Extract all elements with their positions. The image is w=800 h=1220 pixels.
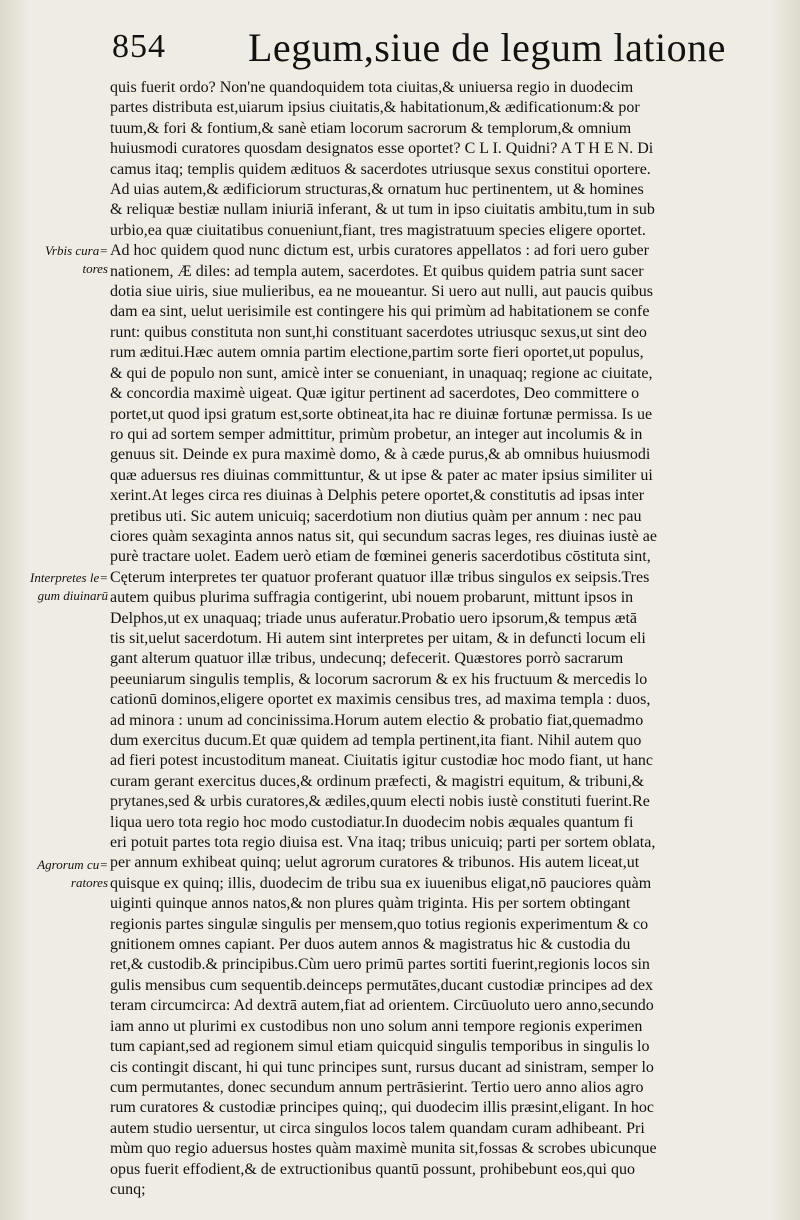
text-line: ciores quàm sexaginta annos natus sit, qui secundum sacras leges, res diuinas iustè ae — [110, 527, 657, 545]
text-line: cis contingit discant, hi qui tunc principes sunt, rursus ducant ad sinistram, semper lo — [110, 1058, 654, 1076]
text-line: camus itaq; templis quidem ædituos & sacerdotes utriusque sexus constitui oportere. — [110, 160, 651, 178]
text-line: dotia siue uiris, siue mulieribus, ea ne moueantur. Si uero aut nulli, aut paucis quibus — [110, 283, 654, 301]
text-line: rum æditui.Hæc autem omnia partim electione,partim sorte fieri oportet,ut populus, — [110, 344, 644, 362]
text-line: xerint.At leges circa res diuinas à Delphis petere oportet,& constitutis ad ipsas inter — [110, 487, 645, 505]
text-line: quisque ex quinq; illis, duodecim de tribu sua ex iuuenibus eligat,nō pauciores quàm — [110, 874, 652, 892]
text-line: regionis partes singulæ singulis per mensem,quo totius regionis experimentum & co — [110, 915, 649, 933]
text-line: liqua uero tota regio hoc modo custodiatur.In duodecim nobis æquales quantum fi — [110, 813, 634, 831]
text-line: cunq; — [110, 1180, 146, 1198]
text-line: Cęterum interpretes ter quatuor proferant quatuor illæ tribus singulos ex seipsis.Tres — [110, 568, 650, 586]
text-line: iam anno ut plurimi ex custodibus non uno solum anni tempore regionis experimen — [110, 1017, 643, 1035]
margin-note-interpretes: Interpretes le= gum diuinarū — [30, 570, 108, 603]
text-line: autem studio uersentur, ut circa singulos locos talem quandam curam adhibeant. Pri — [110, 1119, 645, 1137]
text-line: & reliquæ bestiæ nullam iniuriā inferant, & ut tum in ipso ciuitatis ambitu,tum in sub — [110, 201, 655, 219]
text-line: prytanes,sed & urbis curatores,& ædiles,quum electi nobis iustè constituti fuerint.Re — [110, 793, 650, 811]
text-line: genuus sit. Deinde ex pura maximè domo, & à cæde purus,& ab omnibus huiusmodi — [110, 446, 651, 464]
text-line: mùm quo regio aduersus hostes quàm maximè munita sit,fossas & scrobes ubicunque — [110, 1140, 657, 1158]
text-line: uiginti quinque annos natos,& non plures quàm triginta. His per sortem obtingant — [110, 895, 631, 913]
text-line: Delphos,ut ex unaquaq; triade unus auferatur.Probatio uero ipsorum,& tempus ætā — [110, 609, 637, 627]
text-line: gant alterum quatuor illæ tribus, undecunq; defecerit. Quæstores porrò sacrarum — [110, 650, 624, 668]
text-line: opus fuerit effodient,& de extructionibus quantū possunt, prohibebunt eos,qui quo — [110, 1160, 635, 1178]
margin-notes — [0, 0, 106, 1220]
page-header — [0, 25, 800, 78]
text-line: runt: quibus constituta non sunt,hi constituant sacerdotes utriusquc sexus,ut sint deo — [110, 323, 647, 341]
text-line: gnitionem omnes capiant. Per duos autem annos & magistratus hic & custodia du — [110, 936, 631, 954]
text-line: quis fuerit ordo? Non'ne quandoquidem tota ciuitas,& uniuersa regio in duodecim — [110, 79, 634, 96]
text-line: partes distributa est,uiarum ipsius ciuitatis,& habitationum,& ædificationum:& por — [110, 99, 640, 117]
text-line: Ad hoc quidem quod nunc dictum est, urbis curatores appellatos : ad fori uero guber — [110, 242, 649, 260]
text-line: urbio,ea quæ ciuitatibus conueniunt,fiant, tres magistratuum species eligere oportet. — [110, 221, 646, 239]
text-line: ad minora : unum ad concinissima.Horum autem electio & probatio fiat,quemadmo — [110, 711, 644, 729]
text-line: peeuniarum singulis templis, & locorum sacrorum & ex his fructuum & mercedis lo — [110, 670, 648, 688]
text-line: tuum,& fori & fontium,& sanè etiam locorum sacrorum & templorum,& omnium — [110, 119, 632, 137]
running-head: Legum,siue de legum latione — [248, 25, 726, 70]
text-line: dam ea sint, uelut uerisimile est contingere his qui primùm ad habitationem se confe — [110, 303, 650, 321]
text-line: eri potuit partes tota regio diuisa est. Vna itaq; tribus unicuiq; parti per sortem oblata, — [110, 834, 656, 852]
text-line: ro qui ad sortem semper admittitur, primùm probetur, an integer aut incolumis & in — [110, 425, 643, 443]
text-line: dum exercitus ducum.Et quæ quidem ad templa pertinent,ita fiant. Nihil autem quo — [110, 732, 642, 749]
text-line: rum curatores & custodiæ principes quinq;, qui duodecim illis præsint,eligant. In hoc — [110, 1099, 654, 1117]
text-line: purè tractare uolet. Eadem uerò etiam de fœminei generis sacerdotibus cōstituta sint, — [110, 548, 651, 566]
text-line: & concordia maximè uigeat. Quæ igitur pertinent ad sacerdotes, Deo committere o — [110, 385, 640, 403]
body-text — [110, 78, 770, 1200]
text-line: Ad uias autem,& ædificiorum structuras,& ornatum huc pertinentem, ut & homines — [110, 181, 644, 199]
text-line: pretibus uti. Sic autem unicuiq; sacerdotium non diutius quàm per annum : nec pau — [110, 507, 642, 525]
text-line: autem quibus plurima suffragia contigerint, ubi nouem probarunt, mittunt ipsos in — [110, 589, 634, 607]
margin-note-agrorum-curatores: Agrorum cu= ratores — [37, 857, 108, 890]
text-line: cum permutantes, donec secundum annum pertrāsierint. Tertio uero anno alios agro — [110, 1078, 644, 1096]
text-line: nationem, Æ diles: ad templa autem, sacerdotes. Et quibus quidem patria sunt sacer — [110, 262, 644, 280]
text-line: tum capiant,sed ad regionem simul etiam quicquid singulis temporibus in singulis lo — [110, 1038, 650, 1056]
page-number: 854 — [112, 28, 166, 65]
text-line: & qui de populo non sunt, amicè inter se conueniant, in unaquaq; regione ac ciuitate, — [110, 364, 653, 382]
text-line: ret,& custodib.& principibus.Cùm uero primū partes sortiti fuerint,regionis locos sin — [110, 956, 650, 974]
text-line: cationū dominos,eligere oportet ex maximis censibus tres, ad maxima templa : duos, — [110, 691, 651, 709]
text-line: quæ aduersus res diuinas committuntur, & ut ipse & pater ac mater ipsius similiter ui — [110, 466, 653, 484]
margin-note-urbis-curatores: Vrbis cura= tores — [44, 243, 108, 276]
text-line: portet,ut quod ipsi gratum est,sorte obtineat,ita hac re diuinæ fortunæ permissa. Is ue — [110, 405, 653, 423]
text-line: curam gerant exercitus duces,& ordinum præfecti, & magistri equitum, & tribuni,& — [110, 772, 645, 790]
text-line: gulis mensibus cum sequentib.deinceps permutātes,ducant custodiæ principes ad dex — [110, 976, 653, 994]
text-line: per annum exhibeat quinq; uelut agrorum curatores & tribunos. His autem liceat,ut — [110, 854, 640, 872]
text-line: teram circumcirca: Ad dextrā autem,fiat ad orientem. Circūuoluto uero anno,secundo — [110, 997, 654, 1015]
text-line: huiusmodi curatores quosdam designatos esse oportet? C L I. Quidni? A T H E N. Di — [110, 140, 654, 158]
text-line: ad fieri potest incustoditum maneat. Ciuitatis igitur custodiæ hoc modo fiant, ut hanc — [110, 752, 654, 770]
text-line: tis sit,uelut sacerdotum. Hi autem sint interpretes per uitam, & in defuncti locum eli — [110, 629, 646, 647]
